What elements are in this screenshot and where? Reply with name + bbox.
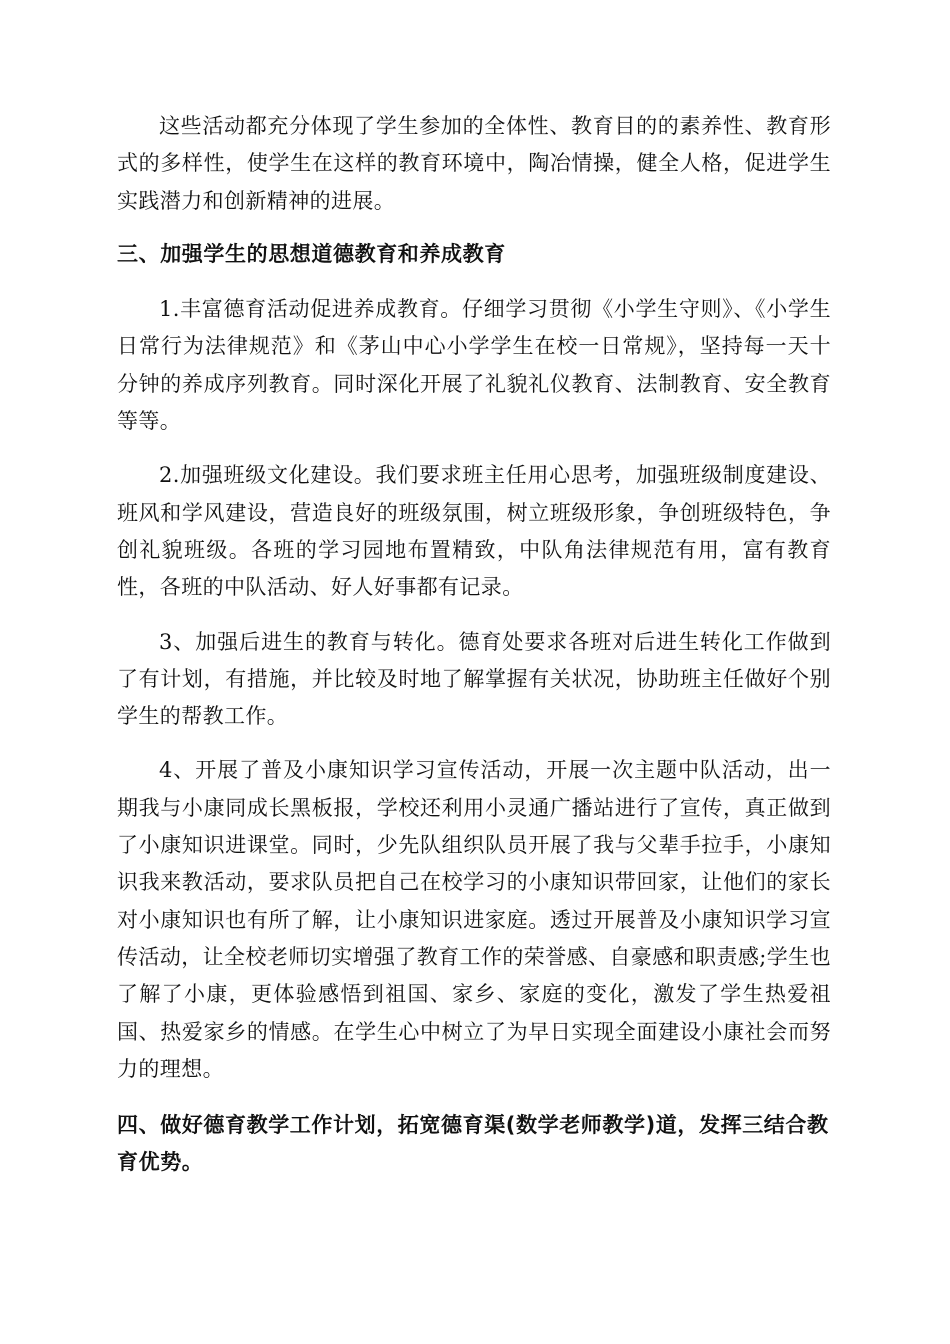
section-3-heading: 三、加强学生的思想道德教育和养成教育 xyxy=(117,241,506,266)
intro-paragraph: 这些活动都充分体现了学生参加的全体性、教育目的的素养性、教育形式的多样性，使学生在这样的教育环境中，陶冶情操，健全人格，促进学生实践潜力和创新精神的进展。 xyxy=(117,114,831,213)
section-4-heading: 四、做好德育教学工作计划，拓宽德育渠(数学老师教学)道，发挥三结合教育优势。 xyxy=(117,1113,829,1175)
section-3-paragraph-4: 4、开展了普及小康知识学习宣传活动，开展一次主题中队活动，出一期我与小康同成长黑板报，学校还利用小灵通广播站进行了宣传，真正做到了小康知识进课堂。同时，少先队组织队员开展了我与父辈手拉手，小康知识我来教活动，要求队员把自己在校学习的小康知识带回家，让他们的家长对小康知识也有所了解，让小康知识进家庭。透过开展普及小康知识学习宣传活动，让全校老师切实增强了教育工作的荣誉感、自豪感和职责感;学生也了解了小康，更体验感悟到祖国、家乡、家庭的变化，激发了学生热爱祖国、热爱家乡的情感。在学生心中树立了为早日实现全面建设小康社会而努力的理想。 xyxy=(117,758,831,1081)
section-3-paragraph-2: 2.加强班级文化建设。我们要求班主任用心思考，加强班级制度建设、班风和学风建设，营造良好的班级氛围，树立班级形象，争创班级特色，争创礼貌班级。各班的学习园地布置精致，中队角法律规范有用，富有教育性，各班的中队活动、好人好事都有记录。 xyxy=(117,463,831,600)
document-page xyxy=(117,108,831,1182)
section-3-paragraph-3: 3、加强后进生的教育与转化。德育处要求各班对后进生转化工作做到了有计划，有措施，并比较及时地了解掌握有关状况，协助班主任做好个别学生的帮教工作。 xyxy=(117,629,831,729)
section-3-paragraph-1: 1.丰富德育活动促进养成教育。仔细学习贯彻《小学生守则》、《小学生日常行为法律规范》和《茅山中心小学学生在校一日常规》，坚持每一天十分钟的养成序列教育。同时深化开展了礼貌礼仪教育、法制教育、安全教育等等。 xyxy=(117,297,831,434)
